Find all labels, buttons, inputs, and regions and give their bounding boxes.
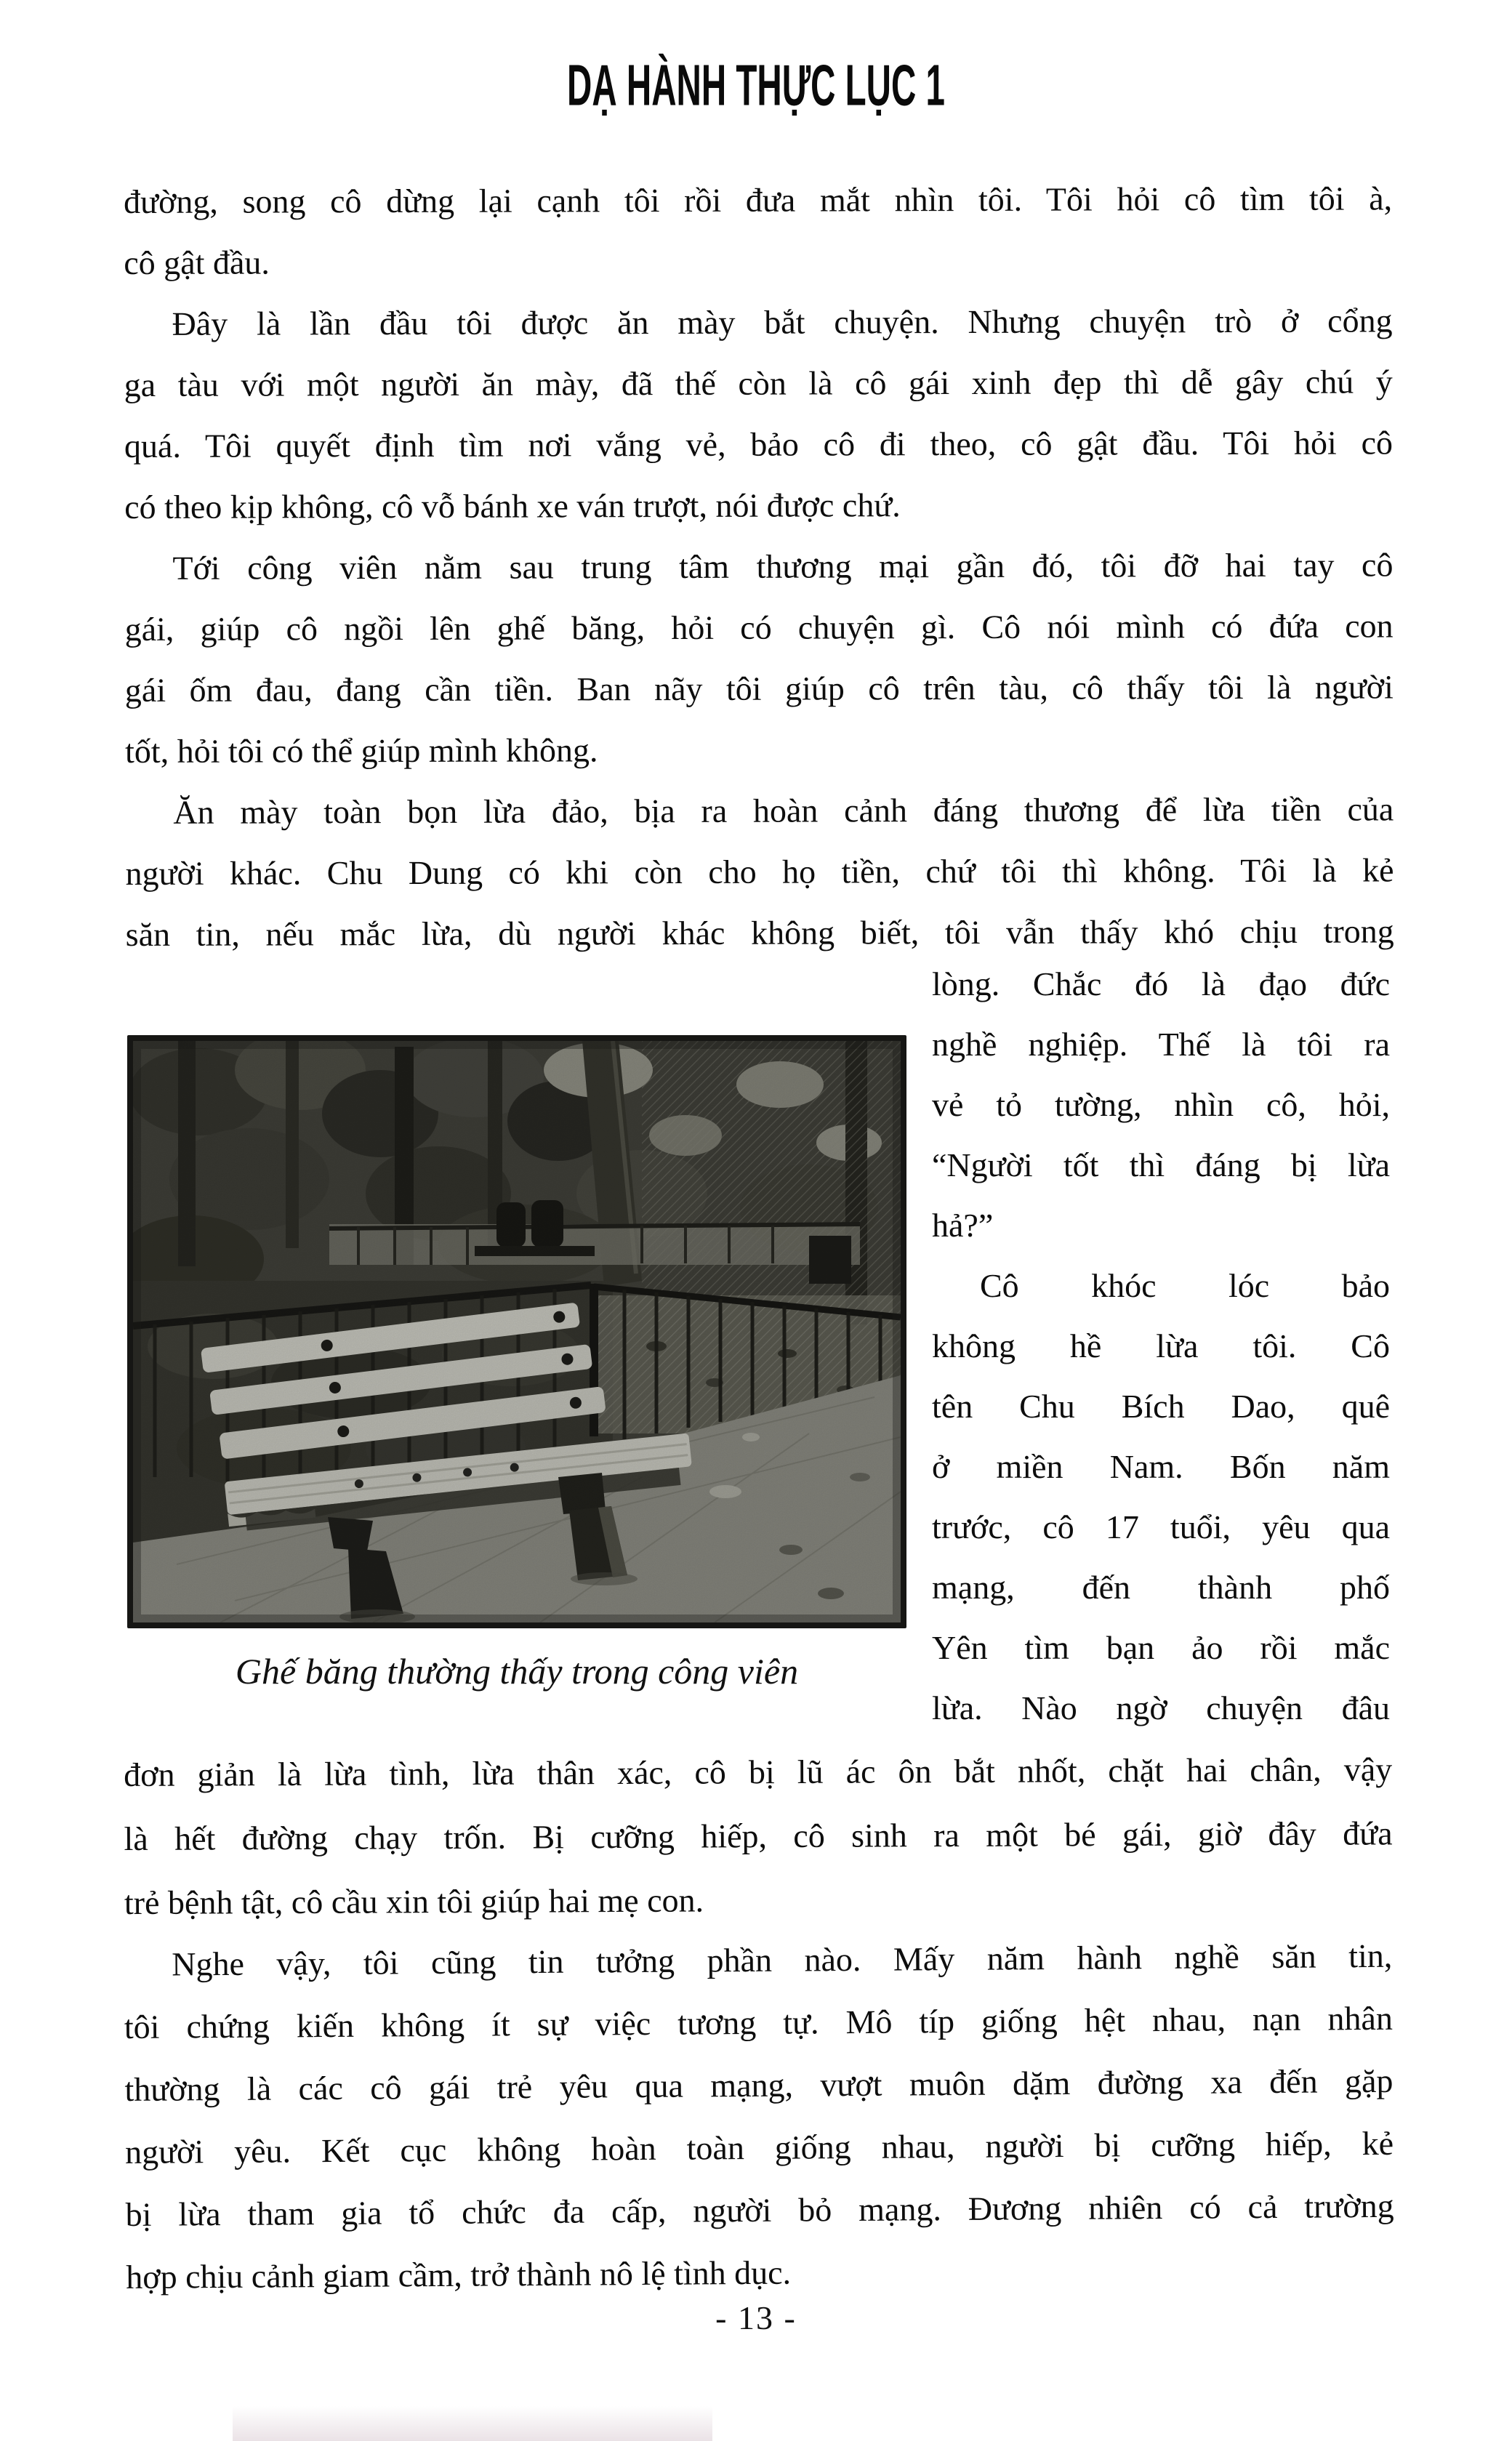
text-line: bị lừa tham gia tổ chức đa cấp, người bỏ mạng. Đương nhiên có cả trường (125, 2187, 1394, 2233)
body-text-upper (124, 168, 1394, 965)
text-line: hả?” (932, 1207, 994, 1244)
text-line: lừa. Nào ngờ chuyện đâu (932, 1689, 1390, 1726)
text-line: Nghe vậy, tôi cũng tin tưởng phần nào. Mấy năm hành nghề săn tin, (172, 1937, 1393, 1983)
text-line: vẻ tỏ tường, nhìn cô, hỏi, (932, 1086, 1390, 1123)
text-line: người khác. Chu Dung có khi còn cho họ tiền, chứ tôi thì không. Tôi là kẻ (125, 851, 1394, 892)
text-line: Yên tìm bạn ảo rồi mắc (932, 1629, 1390, 1666)
text-line: thường là các cô gái trẻ yêu qua mạng, vượt muôn dặm đường xa đến gặp (124, 2062, 1394, 2108)
body-text-bottom (124, 1925, 1395, 2309)
text-line: quá. Tôi quyết định tìm nơi vắng vẻ, bảo cô đi theo, cô gật đầu. Tôi hỏi cô (124, 424, 1394, 465)
text-line: Cô khóc lóc bảo (980, 1267, 1390, 1304)
text-line: Ăn mày toàn bọn lừa đảo, bịa ra hoàn cảnh đáng thương để lừa tiền của (173, 790, 1394, 831)
text-line: nghề nghiệp. Thế là tôi ra (932, 1026, 1390, 1063)
text-line: đường, song cô dừng lại cạnh tôi rồi đưa mắt nhìn tôi. Tôi hỏi cô tìm tôi à, (124, 180, 1393, 220)
text-line: săn tin, nếu mắc lừa, dù người khác không biết, tôi vẫn thấy khó chịu trong (125, 912, 1394, 953)
park-bench-photo (127, 1035, 906, 1628)
text-line: đơn giản là lừa tình, lừa thân xác, cô bị lũ ác ôn bắt nhốt, chặt hai chân, vậy (124, 1750, 1393, 1793)
text-line: gái, giúp cô ngồi lên ghế băng, hỏi có chuyện gì. Cô nói mình có đứa con (124, 607, 1394, 648)
text-line: “Người tốt thì đáng bị lừa (932, 1146, 1390, 1183)
park-bench-photo-illustration (133, 1041, 901, 1622)
text-line: hợp chịu cảnh giam cầm, trở thành nô lệ tình dục. (126, 2253, 792, 2296)
text-line: lòng. Chắc đó là đạo đức (932, 965, 1390, 1002)
text-line: có theo kịp không, cô vỗ bánh xe ván trượt, nói được chứ. (124, 486, 901, 526)
text-line: ga tàu với một người ăn mày, đã thế còn là cô gái xinh đẹp thì dễ gây chú ý (124, 363, 1393, 403)
text-line: tốt, hỏi tôi có thể giúp mình không. (125, 731, 598, 770)
scan-smudge-artifact (233, 2406, 712, 2441)
body-text-below-photo (124, 1737, 1393, 1935)
page-number: - 13 - (715, 2299, 797, 2336)
text-line: tên Chu Bích Dao, quê (932, 1388, 1390, 1425)
text-line: tôi chứng kiến không ít sự việc tương tự. Mô típ giống hệt nhau, nạn nhân (124, 1999, 1394, 2046)
text-line: Đây là lần đầu tôi được ăn mày bắt chuyện. Nhưng chuyện trò ở cổng (172, 302, 1393, 342)
text-line: người yêu. Kết cục không hoàn toàn giống nhau, người bị cưỡng hiếp, kẻ (124, 2124, 1394, 2171)
text-line: trước, cô 17 tuổi, yêu qua (932, 1508, 1390, 1545)
text-line: gái ốm đau, đang cần tiền. Ban nãy tôi giúp cô trên tàu, cô thấy tôi là người (124, 668, 1394, 709)
text-line: Tới công viên nằm sau trung tâm thương mại gần đó, tôi đỡ hai tay cô (172, 546, 1394, 587)
text-line: ở miền Nam. Bốn năm (932, 1448, 1390, 1485)
text-line: không hề lừa tôi. Cô (932, 1327, 1390, 1364)
text-line: cô gật đầu. (124, 244, 270, 281)
text-line: trẻ bệnh tật, cô cầu xin tôi giúp hai mẹ con. (124, 1881, 704, 1921)
photo-caption: Ghế băng thường thấy trong công viên (235, 1651, 799, 1692)
text-line: là hết đường chạy trốn. Bị cưỡng hiếp, cô sinh ra một bé gái, giờ đây đứa (124, 1814, 1393, 1857)
chapter-header-title: DẠ HÀNH THỰC LỤC 1 (567, 53, 945, 118)
text-line: mạng, đến thành phố (932, 1569, 1390, 1606)
body-text-right-column (932, 954, 1390, 1738)
